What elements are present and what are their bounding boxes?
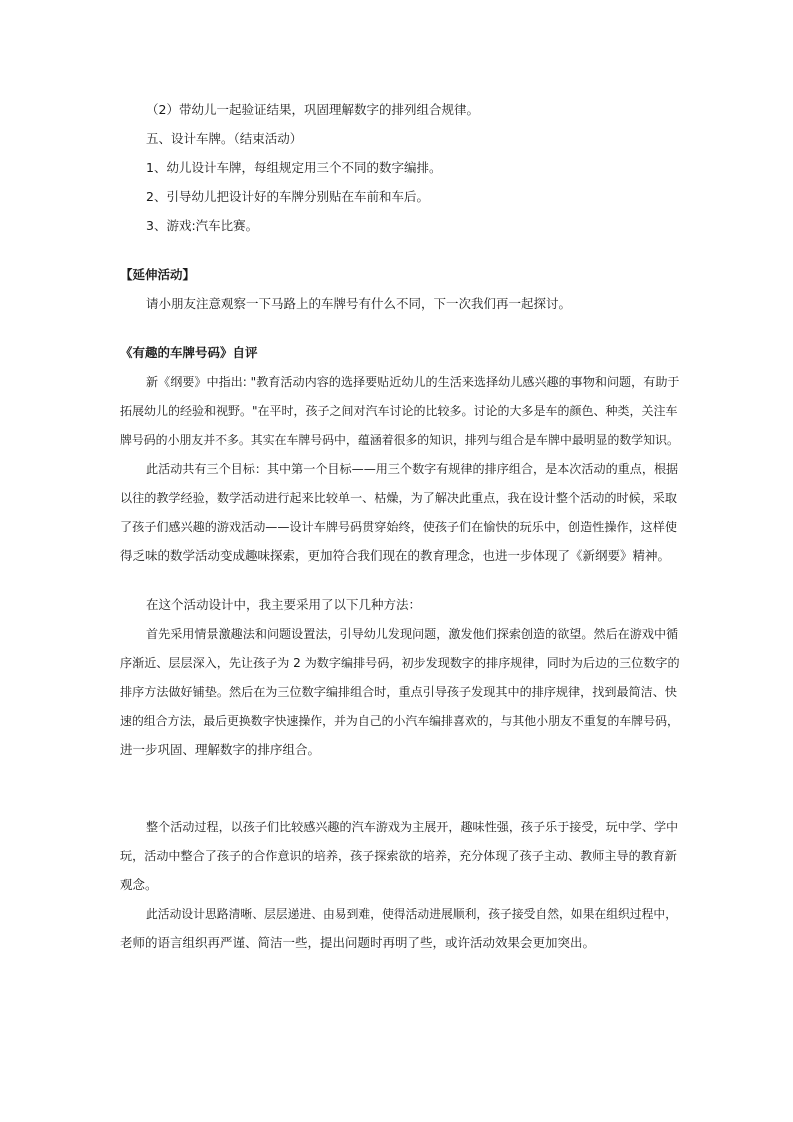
- paragraph-2-line-3: 了孩子们感兴趣的游戏活动——设计车牌号码贯穿始终，使孩子们在愉快的玩乐中，创造性操作，这样使: [120, 520, 677, 534]
- list-item-2: 2、引导幼儿把设计好的车牌分别贴在车前和车后。: [146, 189, 429, 204]
- paragraph-1-line-1: 新《纲要》中指出: "教育活动内容的选择要贴近幼儿的生活来选择幼儿感兴趣的事物和问题，有助于: [146, 375, 680, 389]
- paragraph-1-line-2: 拓展幼儿的经验和视野。"在平时，孩子之间对汽车讨论的比较多。讨论的大多是车的颜色、种类，关注车: [120, 404, 678, 418]
- step-2-text: （2）带幼儿一起验证结果，巩固理解数字的排列组合规律。: [146, 102, 479, 117]
- paragraph-2-line-2: 以往的教学经验，数学活动进行起来比较单一、枯燥，为了解决此重点，我在设计整个活动的时候，采取: [120, 491, 677, 505]
- paragraph-4-line-3: 排序方法做好铺垫。然后在为三位数字编排组合时，重点引导孩子发现其中的排序规律，找到最简洁、快: [120, 685, 677, 699]
- paragraph-6-line-1: 此活动设计思路清晰、层层递进、由易到难，使得活动进展顺利，孩子接受自然，如果在组织过程中，: [146, 907, 677, 921]
- paragraph-3: 在这个活动设计中，我主要采用了以下几种方法：: [146, 597, 422, 612]
- list-item-1: 1、幼儿设计车牌，每组规定用三个不同的数字编排。: [146, 160, 442, 175]
- paragraph-4-line-4: 速的组合方法，最后更换数字快速操作，并为自己的小汽车编排喜欢的，与其他小朋友不重复的车牌号码，: [120, 714, 679, 728]
- paragraph-5-line-1: 整个活动过程，以孩子们比较感兴趣的汽车游戏为主展开，趣味性强，孩子乐于接受，玩中学、学中: [146, 820, 679, 834]
- review-heading: 《有趣的车牌号码》自评: [120, 345, 258, 360]
- paragraph-6-line-2: 老师的语言组织再严谨、简洁一些，提出问题时再明了些，或许活动效果会更加突出。: [120, 935, 596, 950]
- paragraph-4-line-5: 进一步巩固、理解数字的排序组合。: [120, 742, 321, 757]
- extension-text: 请小朋友注意观察一下马路上的车牌号有什么不同，下一次我们再一起探讨。: [146, 296, 572, 311]
- paragraph-4-line-1: 首先采用情景激趣法和问题设置法，引导幼儿发现问题，激发他们探索创造的欲望。然后在游戏中循: [146, 627, 679, 641]
- section-5-heading: 五、设计车牌。（结束活动）: [146, 131, 303, 146]
- paragraph-2-line-1: 此活动共有三个目标：其中第一个目标——用三个数字有规律的排序组合，是本次活动的重点，根据: [146, 462, 679, 476]
- list-item-3: 3、游戏:汽车比赛。: [146, 218, 259, 233]
- paragraph-5-line-2: 玩，活动中整合了孩子的合作意识的培养，孩子探索欲的培养，充分体现了孩子主动、教师主导的教育新: [120, 849, 677, 863]
- extension-heading: 【延伸活动】: [120, 267, 196, 282]
- paragraph-5-line-3: 观念。: [120, 877, 158, 892]
- paragraph-1-line-3: 牌号码的小朋友并不多。其实在车牌号码中，蕴涵着很多的知识，排列与组合是车牌中最明显的数学知识。: [120, 433, 679, 447]
- paragraph-2-line-4: 得乏味的数学活动变成趣味探索，更加符合我们现在的教育理念，也进一步体现了《新纲要》精神。: [120, 548, 671, 563]
- paragraph-4-line-2: 序渐近、层层深入，先让孩子为 2 为数字编排号码，初步发现数字的排序规律，同时为后边的三位数字的: [120, 656, 680, 670]
